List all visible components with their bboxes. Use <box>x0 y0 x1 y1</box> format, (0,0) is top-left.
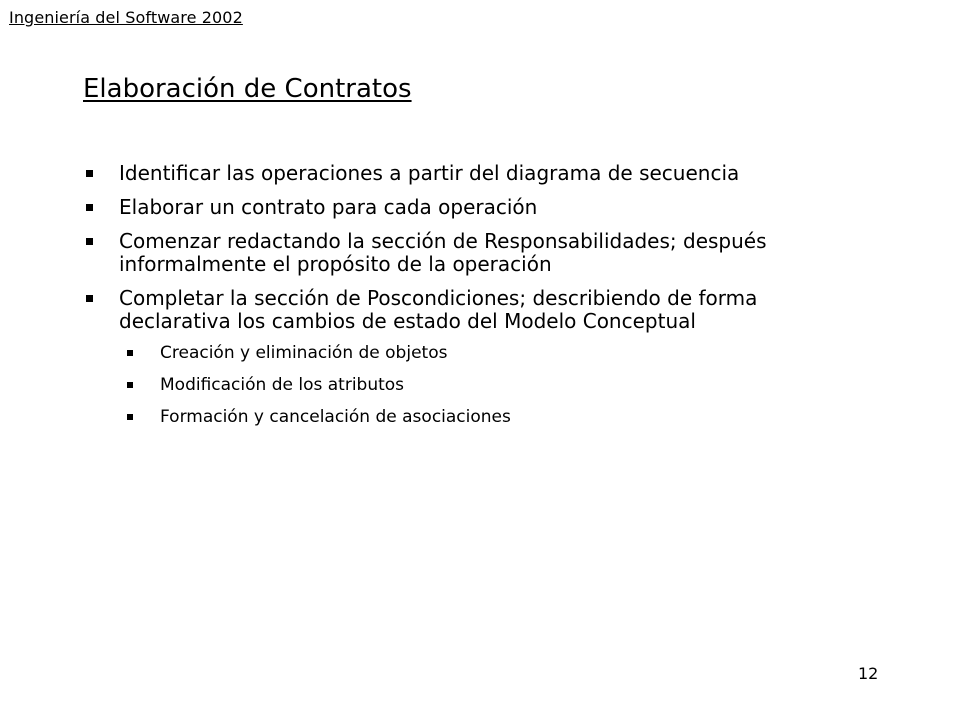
course-header: Ingeniería del Software 2002 <box>9 8 243 27</box>
bullet-item <box>84 196 864 219</box>
bullet-text: Elaborar un contrato para cada operación <box>119 195 538 219</box>
sub-bullet-item <box>125 375 864 395</box>
bullet-item <box>84 162 864 185</box>
sub-bullet-list <box>125 343 864 427</box>
page-number: 12 <box>858 664 879 683</box>
sub-bullet-text: Formación y cancelación de asociaciones <box>160 407 511 427</box>
bullet-text: Identificar las operaciones a partir del diagrama de secuencia <box>119 161 740 185</box>
bullet-list <box>84 162 864 439</box>
square-bullet-icon <box>127 414 133 420</box>
square-bullet-icon <box>86 238 93 245</box>
sub-bullet-item <box>125 407 864 427</box>
bullet-item <box>84 230 864 276</box>
square-bullet-icon <box>86 170 93 177</box>
bullet-text: Completar la sección de Poscondiciones; describiendo de forma declarativa los cambios de estado del Modelo Conceptual <box>119 286 758 333</box>
square-bullet-icon <box>86 295 93 302</box>
sub-bullet-text: Modificación de los atributos <box>160 375 405 395</box>
square-bullet-icon <box>127 350 133 356</box>
sub-bullet-text: Creación y eliminación de objetos <box>160 343 448 363</box>
bullet-text: Comenzar redactando la sección de Responsabilidades; después informalmente el propósito de la operación <box>119 229 767 276</box>
sub-bullet-item <box>125 343 864 363</box>
square-bullet-icon <box>86 204 93 211</box>
square-bullet-icon <box>127 382 133 388</box>
slide-title: Elaboración de Contratos <box>83 74 412 104</box>
bullet-item <box>84 287 864 427</box>
